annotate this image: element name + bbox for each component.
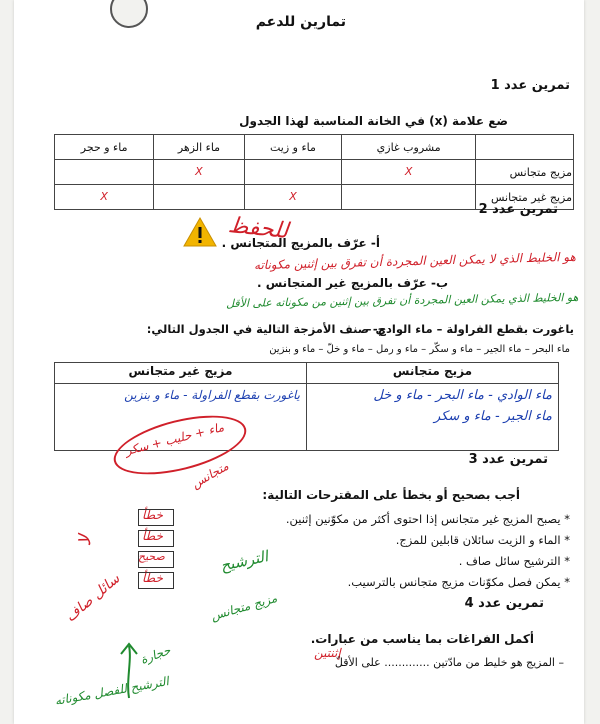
side-note-clear-liquid: سائل صاف bbox=[62, 570, 124, 626]
head-heterogeneous: مزيج غير متجانس bbox=[55, 363, 307, 384]
circled-note-text: ماء + حليب + سكر bbox=[123, 419, 226, 459]
col-header: مشروب غازي bbox=[342, 135, 476, 160]
ex4-sentence: – المزيج هو خليط من مادّتين ............. على الأقلّ bbox=[334, 656, 564, 669]
side-note-homogeneous-mix: مزيج متجانس bbox=[209, 590, 279, 624]
mark-cell: X bbox=[154, 160, 244, 185]
ex3-item-2: * الماء و الزيت سائلان قابلين للمزج. bbox=[395, 533, 570, 547]
warning-icon bbox=[182, 216, 218, 248]
head-homogeneous: مزيج متجانس bbox=[307, 363, 559, 384]
mark-cell: X bbox=[342, 160, 476, 185]
arrow-icon bbox=[114, 640, 144, 700]
binder-hole bbox=[110, 0, 148, 28]
ex4-answer: إثنتين bbox=[314, 646, 341, 660]
ex3-item-1: * يصبح المزيج غير متجانس إذا احتوى أكثر من مكوّنين إثنين. bbox=[285, 512, 570, 526]
col-header: ماء و حجر bbox=[55, 135, 154, 160]
page-title: تمارين للدعم bbox=[255, 14, 346, 30]
ex2-c-label: ج- صنف الأمزجة التالية في الجدول التالي: bbox=[146, 322, 386, 336]
heterogeneous-answer: ياغورت بقطع الفراولة - ماء و بنزين bbox=[124, 388, 300, 402]
answer-2: خطأ bbox=[142, 529, 163, 543]
mark-cell: X bbox=[55, 185, 154, 210]
side-note-filter-separate: الترشيح للفصل مكوناته bbox=[53, 674, 170, 708]
ex2-heading: تمرين عدد 2 bbox=[478, 202, 558, 217]
homogeneous-answer-1: ماء الوادي - ماء البحر - ماء و خل bbox=[373, 388, 552, 403]
row-label: مزيج متجانس bbox=[476, 160, 574, 185]
ex2-b-answer: هو الخليط الذي يمكن العين المجردة أن تفرق بين إثنين من مكوناته على الأقل bbox=[225, 290, 579, 311]
ex1-heading: تمرين عدد 1 bbox=[490, 78, 570, 93]
ex1-instruction: ضع علامة (x) في الخانة المناسبة لهذا الجدول bbox=[239, 114, 508, 128]
ex3-item-4: * يمكن فصل مكوّنات مزيج متجانس بالترسيب. bbox=[347, 575, 570, 589]
ex3-item-3: * الترشيح سائل صاف . bbox=[458, 554, 570, 568]
mark-cell: X bbox=[244, 185, 342, 210]
table-row bbox=[55, 160, 574, 185]
memorize-note: للحفظ bbox=[226, 212, 290, 245]
ex3-instruction: أجب بصحيح أو بخطأ على المقترحات التالية: bbox=[262, 488, 520, 502]
ex2-a-answer: هو الخليط الذي لا يمكن العين المجردة أن تفرق بين إثنين مكوناته bbox=[253, 249, 577, 273]
ex1-table bbox=[54, 134, 574, 210]
answer-1: خطأ bbox=[142, 508, 163, 522]
side-note-homogeneous: متجانس bbox=[189, 458, 231, 492]
answer-3: صحيح bbox=[138, 550, 165, 563]
col-header: ماء و زيت bbox=[244, 135, 342, 160]
ex2-c-items-1: ياغورت بقطع الفراولة – ماء الوادي – bbox=[365, 322, 574, 336]
homogeneous-answer-2: ماء الجير - ماء و سكر bbox=[433, 409, 552, 424]
answer-4: خطأ bbox=[142, 571, 163, 585]
worksheet-page bbox=[14, 0, 584, 724]
ex4-heading: تمرين عدد 4 bbox=[464, 596, 544, 611]
ex2-b-label: ب- عرّف بالمزيج غير المتجانس . bbox=[256, 276, 448, 290]
row-label: مزيج غير متجانس bbox=[476, 185, 574, 210]
ex3-heading: تمرين عدد 3 bbox=[468, 452, 548, 467]
table-row bbox=[55, 135, 574, 160]
ex2-c-items-2: ماء البحر – ماء الجير – ماء و سكّر – ماء و رمل – ماء و خلّ – ماء و بنزين bbox=[269, 344, 570, 355]
side-note-stones: حجارة bbox=[138, 643, 173, 667]
mark-cell bbox=[342, 185, 476, 210]
ex4-instruction: أكمل الفراغات بما يناسب من عبارات. bbox=[310, 632, 534, 646]
mark-cell bbox=[244, 160, 342, 185]
mark-cell bbox=[55, 160, 154, 185]
table-row bbox=[55, 363, 559, 384]
side-note-no: لا bbox=[73, 533, 97, 548]
col-header: ماء الزهر bbox=[154, 135, 244, 160]
mark-cell bbox=[154, 185, 244, 210]
side-note-filtration: الترشيح bbox=[218, 547, 270, 575]
ex2-a-label: أ- عرّف بالمزيج المتجانس . bbox=[221, 236, 380, 250]
